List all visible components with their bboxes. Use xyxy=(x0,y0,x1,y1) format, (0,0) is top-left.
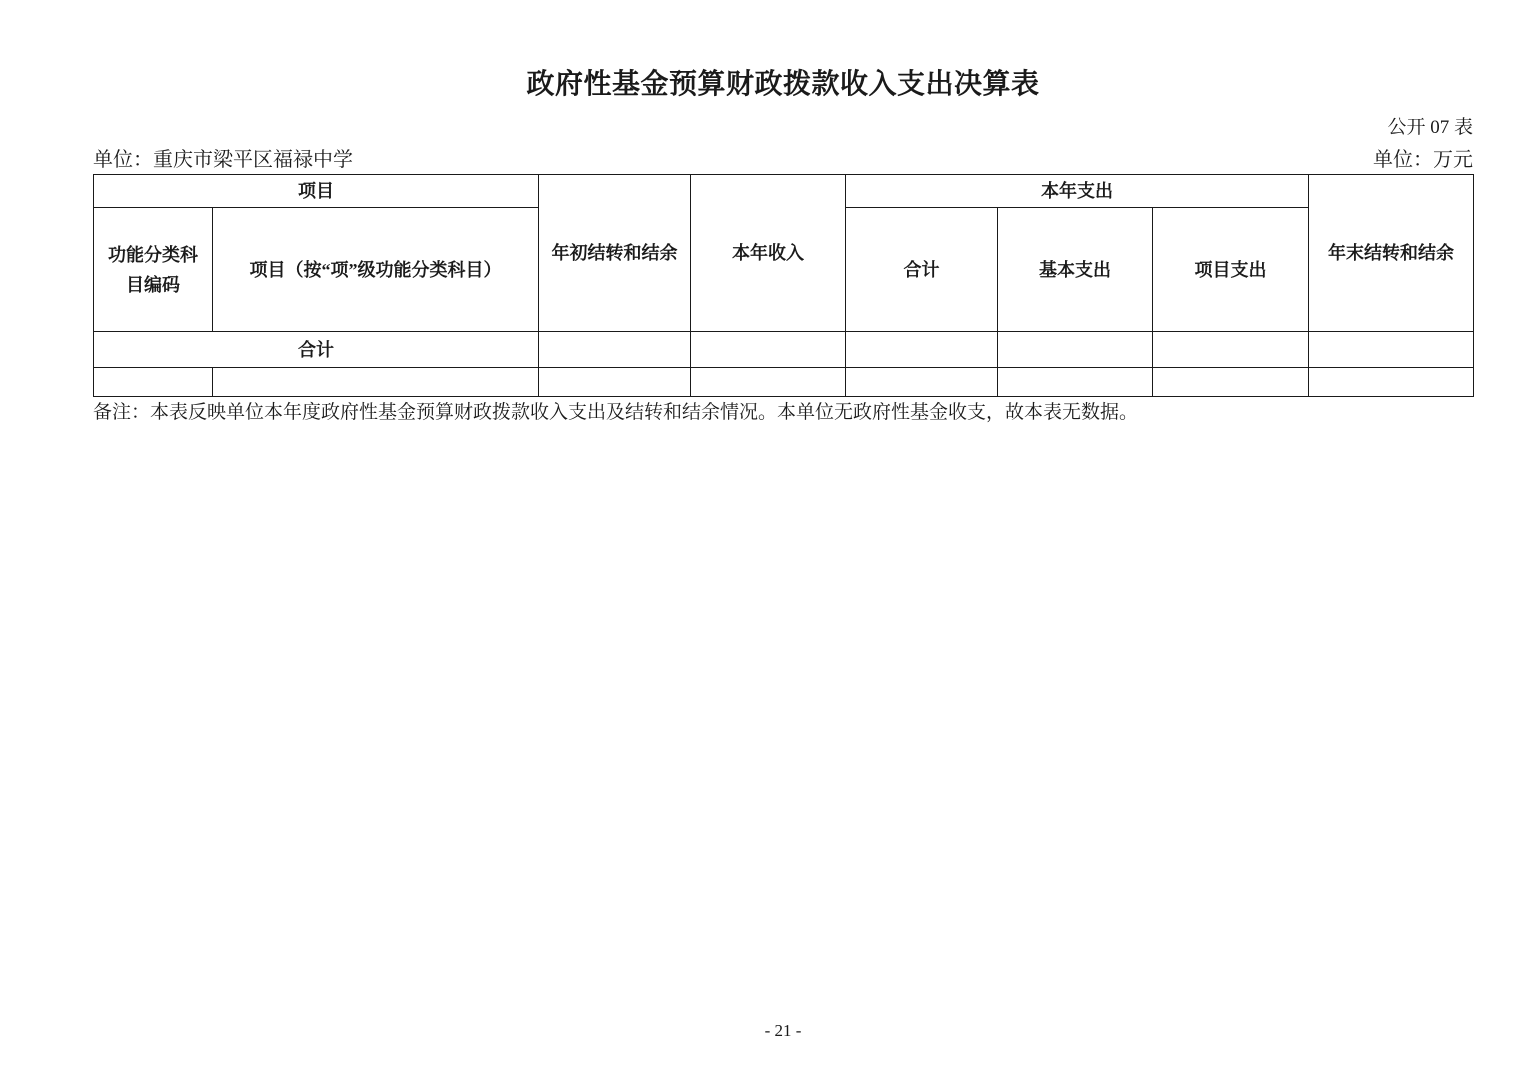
total-row xyxy=(94,332,1474,368)
page-number: - 21 - xyxy=(764,1021,802,1040)
blank-row xyxy=(94,368,1474,397)
header-group-row xyxy=(94,175,1474,208)
header-project-group: 项目 xyxy=(94,175,539,208)
blank-cell-closing-balance xyxy=(1309,368,1474,397)
unit-name-label: 单位：重庆市梁平区福禄中学 xyxy=(93,149,353,171)
budget-table xyxy=(93,174,1474,397)
unit-labels-row xyxy=(93,143,1473,172)
form-code-label: 公开 07 表 xyxy=(1387,117,1473,138)
blank-cell-project xyxy=(213,368,539,397)
header-function-code: 功能分类科目编码 xyxy=(94,208,213,332)
header-project-expense: 项目支出 xyxy=(1153,208,1309,332)
unit-of-measure-label: 单位：万元 xyxy=(1373,149,1473,171)
blank-cell-expense-total xyxy=(846,368,998,397)
blank-cell-basic-expense xyxy=(998,368,1153,397)
total-cell-project-expense xyxy=(1153,332,1309,368)
header-opening-balance: 年初结转和结余 xyxy=(539,175,691,332)
header-current-year-expense-group: 本年支出 xyxy=(846,175,1309,208)
total-row-label: 合计 xyxy=(94,332,539,368)
total-cell-closing-balance xyxy=(1309,332,1474,368)
total-cell-opening-balance xyxy=(539,332,691,368)
total-cell-basic-expense xyxy=(998,332,1153,368)
header-basic-expense: 基本支出 xyxy=(998,208,1153,332)
blank-cell-function-code xyxy=(94,368,213,397)
header-closing-balance: 年末结转和结余 xyxy=(1309,175,1474,332)
header-expense-total: 合计 xyxy=(846,208,998,332)
blank-cell-opening-balance xyxy=(539,368,691,397)
header-current-year-income: 本年收入 xyxy=(691,175,846,332)
total-cell-expense-total xyxy=(846,332,998,368)
blank-cell-project-expense xyxy=(1153,368,1309,397)
blank-cell-income xyxy=(691,368,846,397)
header-project-by-item: 项目（按“项”级功能分类科目） xyxy=(213,208,539,332)
page-title: 政府性基金预算财政拨款收入支出决算表 xyxy=(526,69,1040,100)
total-cell-income xyxy=(691,332,846,368)
note-text: 备注：本表反映单位本年度政府性基金预算财政拨款收入支出及结转和结余情况。本单位无政府性基金收支，故本表无数据。 xyxy=(93,402,1139,423)
